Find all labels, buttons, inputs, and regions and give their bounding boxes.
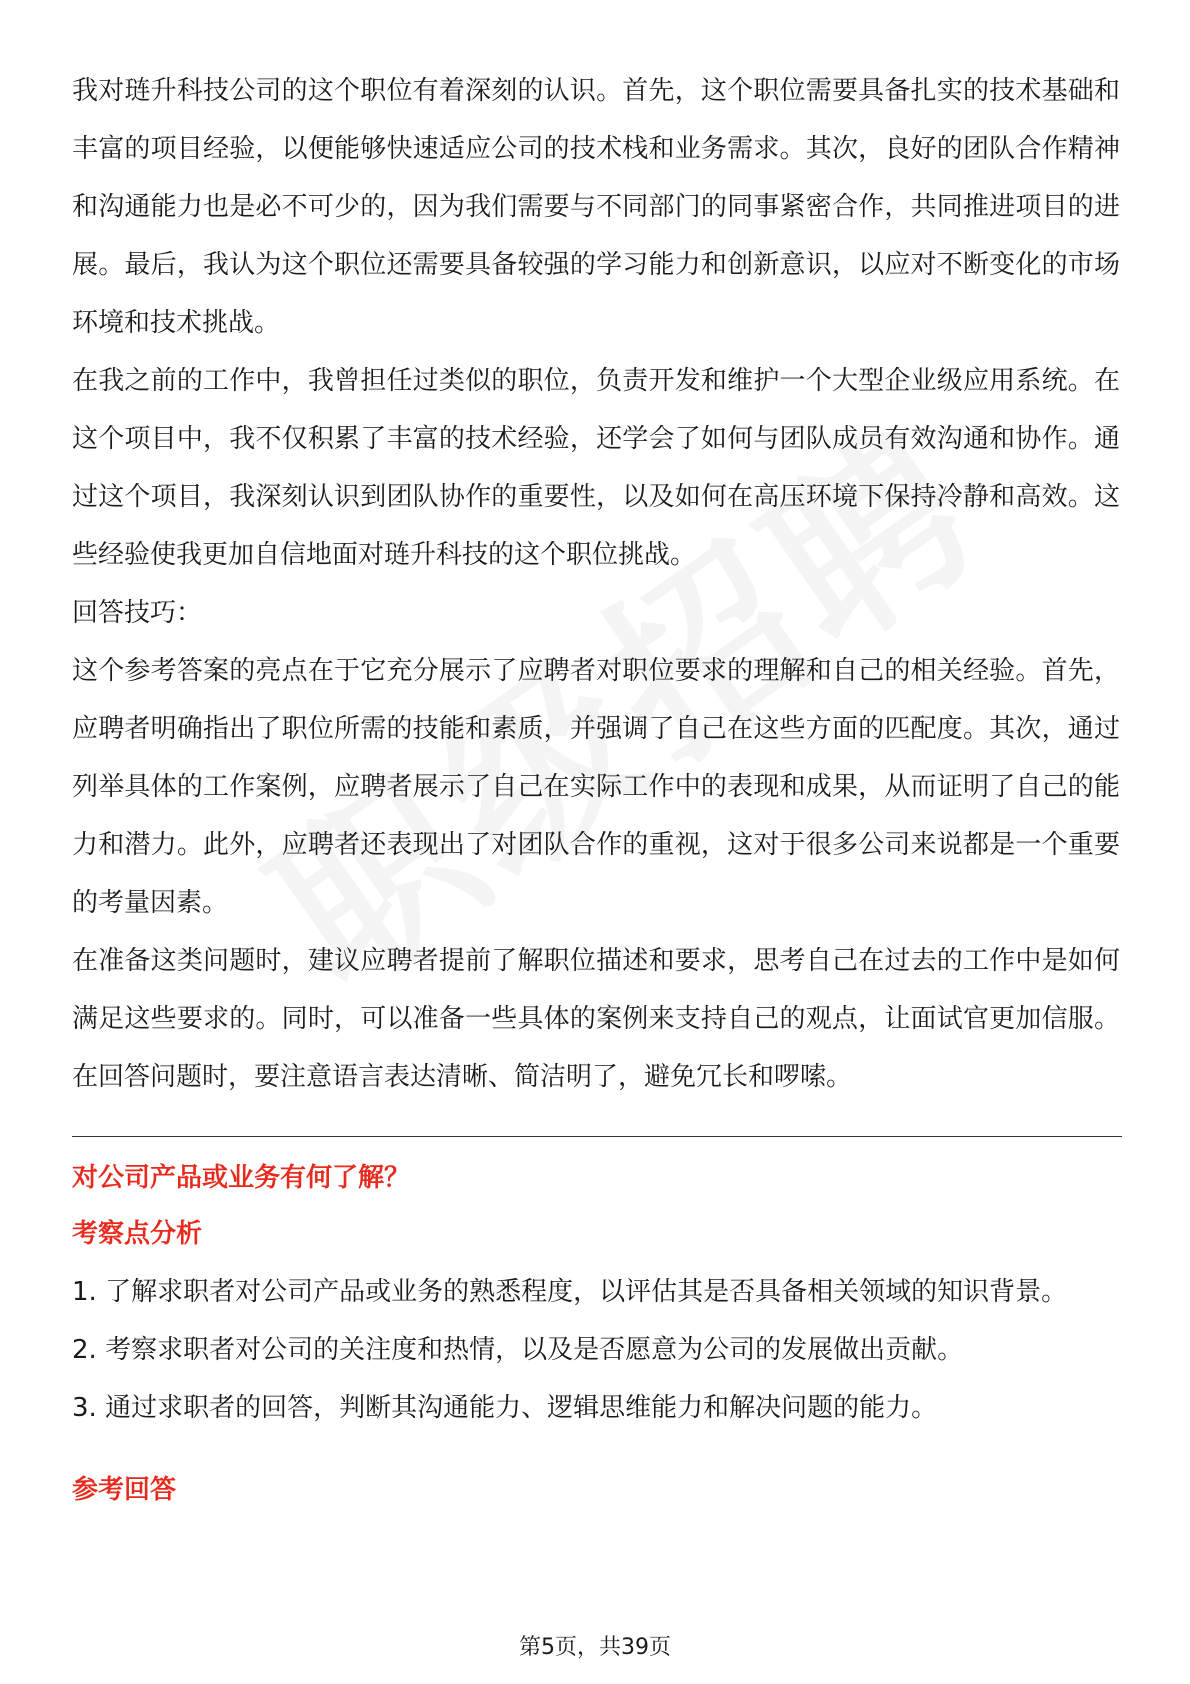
reference-answer-title: 参考回答 xyxy=(72,1475,177,1505)
page-content xyxy=(72,62,1120,1513)
tips-heading: 回答技巧： xyxy=(72,598,203,628)
answer-paragraph: 在我之前的工作中，我曾担任过类似的职位，负责开发和维护一个大型企业级应用系统。在这个项目中，我不仅积累了丰富的技术经验，还学会了如何与团队成员有效沟通和协作。通过这个项目，我深刻认识到团队协作的重要性，以及如何在高压环境下保持冷静和高效。这些经验使我更加自信地面对琏升科技的这个职位挑战。 xyxy=(72,366,1120,570)
analysis-point: 1. 了解求职者对公司产品或业务的熟悉程度，以评估其是否具备相关领域的知识背景。 xyxy=(72,1277,1068,1307)
analysis-point: 3. 通过求职者的回答，判断其沟通能力、逻辑思维能力和解决问题的能力。 xyxy=(72,1393,938,1423)
tips-paragraph: 在准备这类问题时，建议应聘者提前了解职位描述和要求，思考自己在过去的工作中是如何满足这些要求的。同时，可以准备一些具体的案例来支持自己的观点，让面试官更加信服。在回答问题时，要注意语言表达清晰、简洁明了，避免冗长和啰嗦。 xyxy=(72,946,1120,1092)
page-number: 第5页，共39页 xyxy=(519,1635,671,1660)
section-divider xyxy=(72,1136,1122,1137)
analysis-title: 考察点分析 xyxy=(72,1219,203,1249)
analysis-point: 2. 考察求职者对公司的关注度和热情，以及是否愿意为公司的发展做出贡献。 xyxy=(72,1335,964,1365)
tips-paragraph: 这个参考答案的亮点在于它充分展示了应聘者对职位要求的理解和自己的相关经验。首先，应聘者明确指出了职位所需的技能和素质，并强调了自己在这些方面的匹配度。其次，通过列举具体的工作案例，应聘者展示了自己在实际工作中的表现和成果，从而证明了自己的能力和潜力。此外，应聘者还表现出了对团队合作的重视，这对于很多公司来说都是一个重要的考量因素。 xyxy=(72,656,1120,918)
answer-paragraph: 我对琏升科技公司的这个职位有着深刻的认识。首先，这个职位需要具备扎实的技术基础和丰富的项目经验，以便能够快速适应公司的技术栈和业务需求。其次，良好的团队合作精神和沟通能力也是必不可少的，因为我们需要与不同部门的同事紧密合作，共同推进项目的进展。最后，我认为这个职位还需要具备较强的学习能力和创新意识，以应对不断变化的市场环境和技术挑战。 xyxy=(72,76,1120,338)
question-title: 对公司产品或业务有何了解？ xyxy=(72,1163,411,1193)
